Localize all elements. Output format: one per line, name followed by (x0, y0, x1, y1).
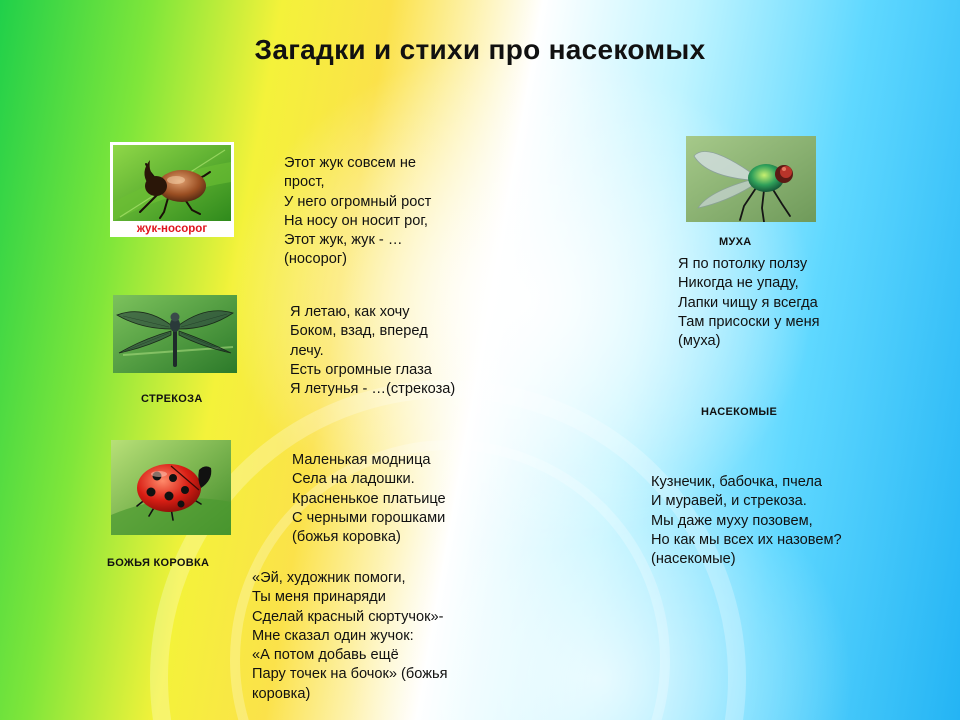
slide-title: Загадки и стихи про насекомых (254, 34, 706, 65)
rhino-beetle-illustration (110, 142, 234, 237)
poem-ladybug: Маленькая модница Села на ладошки. Красненькое платьице С черными горошками (божья коровка) (292, 452, 446, 546)
ladybug-image (111, 440, 231, 535)
rhino-beetle-label: жук-носорог (136, 223, 208, 235)
caption-insects: НАСЕКОМЫЕ (701, 406, 778, 418)
dragonfly-image (113, 295, 237, 373)
poem-dragonfly: Я летаю, как хочу Боком, взад, вперед лечу. Есть огромные глаза Я летунья - …(стрекоза) (290, 304, 456, 398)
poem-fly: Я по потолку ползу Никогда не упаду, Лапки чищу я всегда Там присоски у меня (муха) (678, 256, 820, 350)
caption-ladybug: БОЖЬЯ КОРОВКА (107, 557, 210, 569)
fly-illustration (686, 136, 816, 222)
poem-beetle-coat: «Эй, художник помоги, Ты меня принаряди Сделай красный сюртучок»- Мне сказал один жучок: «А потом добавь ещё Пару точек на бочок» (божья коровка) (252, 570, 448, 702)
caption-fly: МУХА (719, 236, 752, 248)
fly-image (686, 136, 816, 222)
poem-rhino-beetle: Этот жук совсем не прост, У него огромный рост На носу он носит рог, Этот жук, жук - … (носорог) (284, 155, 432, 268)
poem-insects: Кузнечик, бабочка, пчела И муравей, и стрекоза. Мы даже муху позовем, Но как мы всех их назовем? (насекомые) (651, 474, 842, 568)
dragonfly-illustration (113, 295, 237, 373)
ladybug-illustration (111, 440, 231, 535)
rhino-beetle-image (110, 142, 234, 237)
caption-dragonfly: СТРЕКОЗА (141, 393, 203, 405)
